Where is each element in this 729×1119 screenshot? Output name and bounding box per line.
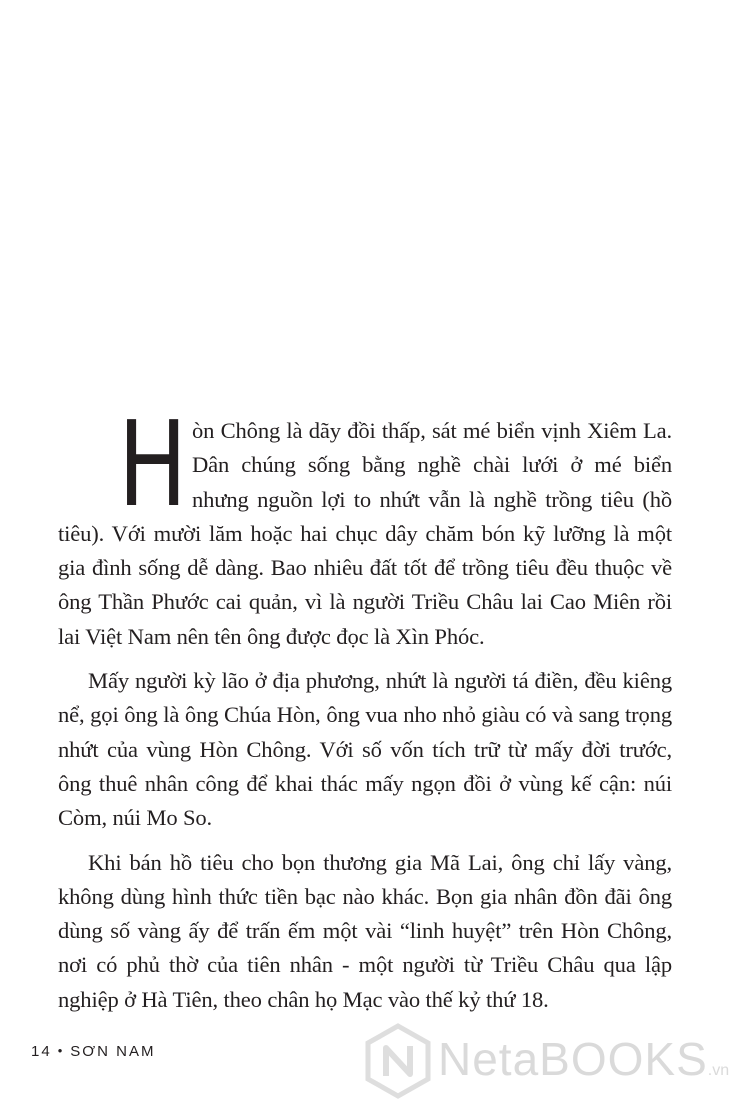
- page-footer: [31, 1043, 155, 1060]
- paragraph-3: Khi bán hồ tiêu cho bọn thương gia Mã Lai, ông chỉ lấy vàng, không dùng hình thức tiền bạc nào khác. Bọn gia nhân đồn đãi ông dùng số vàng ấy để trấn ếm một vài “linh huyệt” trên Hòn Chông, nơi có phủ thờ của tiên nhân - một người từ Triều Châu qua lập nghiệp ở Hà Tiên, theo chân họ Mạc vào thế kỷ thứ 18.: [58, 849, 672, 1012]
- watermark-text: [438, 1032, 729, 1086]
- netabooks-logo-icon: [366, 1024, 430, 1098]
- drop-cap: H: [118, 395, 188, 533]
- watermark-brand: NetaBOOKS: [438, 1033, 708, 1085]
- paragraph-2: Mấy người kỳ lão ở địa phương, nhứt là người tá điền, đều kiêng nể, gọi ông là ông Chúa Hòn, ông vua nho nhỏ giàu có và sang trọng nhứt của vùng Hòn Chông. Với số vốn tích trữ từ mấy đời trước, ông thuê nhân công để khai thác mấy ngọn đồi ở vùng kế cận: núi Còm, núi Mo So.: [58, 668, 672, 831]
- chapter-text: [58, 395, 672, 1017]
- page-number: 14: [31, 1043, 52, 1060]
- paragraph-1: [58, 395, 672, 654]
- paragraph-1-text: òn Chông là dãy đồi thấp, sát mé biển vịnh Xiêm La. Dân chúng sống bằng nghề chài lưới ở mé biển nhưng nguồn lợi to nhứt vẫn là nghề trồng tiêu (hồ tiêu). Với mười lăm hoặc hai chục dây chăm bón kỹ lưỡng là một gia đình sống dễ dàng. Bao nhiêu đất tốt để trồng tiêu đều thuộc về ông Thần Phước cai quản, vì là người Triều Châu lai Cao Miên rồi lai Việt Nam nên tên ông được đọc là Xìn Phóc.: [58, 418, 672, 649]
- watermark-suffix: .vn: [707, 1062, 729, 1079]
- footer-separator: •: [57, 1043, 65, 1058]
- author-name: SƠN NAM: [70, 1043, 156, 1060]
- watermark: [362, 1016, 729, 1106]
